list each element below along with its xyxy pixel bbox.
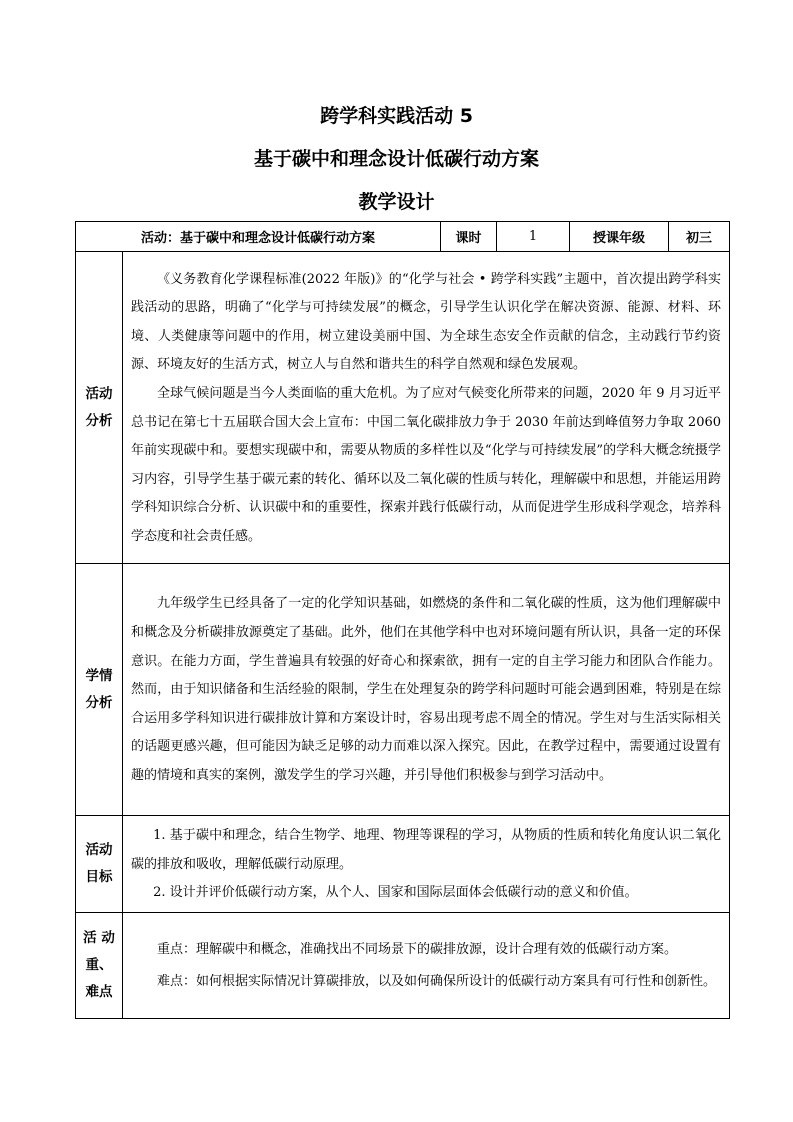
paragraph: 1. 基于碳中和理念，结合生物学、地理、物理等课程的学习，从物质的性质和转化角度认识二氧化碳的排放和吸收，理解低碳行动原理。 xyxy=(131,828,722,872)
period-label-cell: 课时 xyxy=(441,222,497,252)
section-row-activity-analysis xyxy=(76,252,730,564)
section-content xyxy=(123,912,730,1018)
section-content xyxy=(123,816,730,913)
section-label-line: 活动 xyxy=(85,385,113,402)
title-line-1: 跨学科实践活动 5 xyxy=(320,105,473,127)
section-row-student-analysis xyxy=(76,564,730,816)
section-row-key-difficult-points xyxy=(76,912,730,1018)
paragraph: 九年级学生已经具备了一定的化学知识基础，如燃烧的条件和二氧化碳的性质，这为他们理解碳中和概念及分析碳排放源奠定了基础。此外，他们在其他学科中也对环境问题有所认识，具备一定的环保意识。在能力方面，学生普遍具有较强的好奇心和探索欲，拥有一定的自主学习能力和团队合作能力。然而，由于知识储备和生活经验的限制，学生在处理复杂的跨学科问题时可能会遇到困难，特别是在综合运用多学科知识进行碳排放计算和方案设计时，容易出现考虑不周全的情况。学生对与生活实际相关的话题更感兴趣，但可能因为缺乏足够的动力而难以深入探究。因此，在教学过程中，需要通过设置有趣的情境和真实的案例，激发学生的学习兴趣，并引导他们积极参与到学习活动中。 xyxy=(131,596,722,783)
section-label xyxy=(76,816,123,913)
paragraph: 全球气候问题是当今人类面临的重大危机。为了应对气候变化所带来的问题，2020 年 9 月习近平总书记在第七十五届联合国大会上宣布：中国二氧化碳排放力争于 2030 年前达到峰值努力争取 2060 年前实现碳中和。要想实现碳中和，需要从物质的多样性以及“化学与可持续发展”的学科大概念统摄学习内容，引导学生基于碳元素的转化、循环以及二氧化碳的性质与转化，理解碳中和思想，并能运用跨学科知识综合分析、认识碳中和的重要性，探索并践行低碳行动，从而促进学生形成科学观念，培养科学态度和社会责任感。 xyxy=(131,385,722,544)
period-value-cell: 1 xyxy=(497,222,570,252)
title-line-2: 基于碳中和理念设计低碳行动方案 xyxy=(253,148,539,170)
activity-name-cell: 活动：基于碳中和理念设计低碳行动方案 xyxy=(76,222,441,252)
section-label-line: 难点 xyxy=(85,983,113,1000)
header-row xyxy=(76,222,730,252)
section-label-line: 活 动 xyxy=(83,929,115,946)
section-label-line: 活动 xyxy=(85,841,113,858)
section-label-line: 重、 xyxy=(85,956,113,973)
section-content xyxy=(123,252,730,564)
grade-label-cell: 授课年级 xyxy=(570,222,669,252)
section-label xyxy=(76,912,123,1018)
paragraph: 2. 设计并评价低碳行动方案，从个人、国家和国际层面体会低碳行动的意义和价值。 xyxy=(153,885,638,901)
lesson-plan-table xyxy=(75,221,730,1019)
section-label-line: 分析 xyxy=(85,694,113,711)
paragraph: 重点：理解碳中和概念，准确找出不同场景下的碳排放源，设计合理有效的低碳行动方案。 xyxy=(157,941,678,957)
section-label-line: 分析 xyxy=(85,412,113,429)
section-label-line: 目标 xyxy=(85,868,113,885)
section-label xyxy=(76,564,123,816)
section-row-activity-goals xyxy=(76,816,730,913)
grade-value-cell: 初三 xyxy=(669,222,730,252)
title-line-3: 教学设计 xyxy=(358,191,435,213)
section-content xyxy=(123,564,730,816)
paragraph: 难点：如何根据实际情况计算碳排放，以及如何确保所设计的低碳行动方案具有可行性和创新性。 xyxy=(157,974,717,990)
paragraph: 《义务教育化学课程标准(2022 年版)》的“化学与社会 • 跨学科实践”主题中，首次提出跨学科实践活动的思路，明确了“化学与可持续发展”的概念，引导学生认识化学在解决资源、能源、材料、环境、人类健康等问题中的作用，树立建设美丽中国、为全球生态安全作贡献的信念，主动践行节约资源、环境友好的生活方式，树立人与自然和谐共生的科学自然观和绿色发展观。 xyxy=(131,271,722,373)
section-label xyxy=(76,252,123,564)
section-label-line: 学情 xyxy=(85,667,113,684)
